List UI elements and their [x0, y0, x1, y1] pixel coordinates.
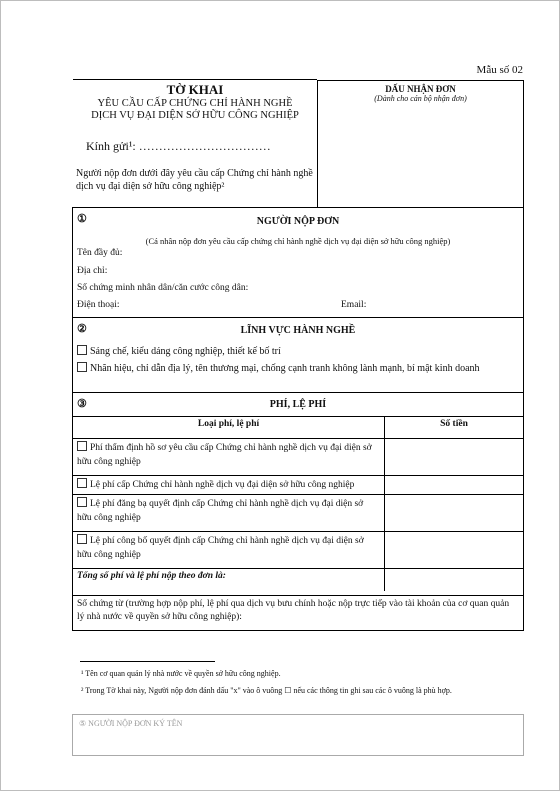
section2-title: LĨNH VỰC HÀNH NGHỀ	[240, 325, 356, 336]
form-subtitle-line1: YÊU CẦU CẤP CHỨNG CHỈ HÀNH NGHỀ	[97, 98, 293, 109]
checkbox[interactable]	[77, 362, 87, 372]
footnote-separator	[80, 661, 215, 662]
option-label: Nhãn hiệu, chỉ dẫn địa lý, tên thương mại, chống cạnh tranh không lành mạnh, bí mật kinh doanh	[90, 363, 480, 374]
practice-field-option[interactable]	[77, 345, 513, 359]
section1-note: (Cá nhân nộp đơn yêu cầu cấp chứng chỉ hành nghề dịch vụ đại diện sở hữu công nghiệp)	[145, 236, 451, 246]
address-field[interactable]: Địa chỉ:	[77, 266, 108, 276]
option-label: Sáng chế, kiểu dáng công nghiệp, thiết kế bố trí	[90, 346, 281, 357]
divider	[73, 392, 523, 393]
divider	[73, 317, 523, 318]
signature-label: ⑤ NGƯỜI NỘP ĐƠN KÝ TÊN	[79, 719, 183, 728]
fee-label: Lệ phí cấp Chứng chỉ hành nghề dịch vụ đại diện sở hữu công nghiệp	[90, 480, 355, 490]
form-subtitle-line2: DỊCH VỤ ĐẠI DIỆN SỞ HỮU CÔNG NGHIỆP	[91, 110, 299, 121]
receipt-stamp-box	[317, 80, 524, 208]
amount-cell[interactable]	[385, 532, 524, 569]
amount-cell[interactable]	[385, 495, 524, 532]
amount-cell[interactable]	[385, 476, 524, 495]
signature-box[interactable]	[72, 714, 524, 756]
fee-label: Lệ phí đăng bạ quyết định cấp Chứng chỉ hành nghề dịch vụ đại diện sở hữu công nghiệp	[77, 499, 364, 523]
total-row	[73, 569, 523, 591]
total-label: Tổng số phí và lệ phí nộp theo đơn là:	[73, 569, 385, 591]
stamp-title: DẤU NHẬN ĐƠN	[385, 84, 456, 94]
checkbox[interactable]	[77, 441, 87, 451]
fee-cell[interactable]	[73, 532, 385, 569]
recipient-line: Kính gửi¹: ……………………………	[86, 139, 271, 153]
section1-number: ①	[77, 213, 87, 225]
total-amount-cell[interactable]	[385, 569, 524, 591]
form-title: TỜ KHAI	[166, 82, 224, 97]
practice-field-option[interactable]	[77, 362, 513, 376]
amount-cell[interactable]	[385, 439, 524, 476]
full-name-field[interactable]: Tên đầy đủ:	[77, 248, 123, 258]
section2-number: ②	[77, 323, 87, 335]
table-row	[73, 495, 523, 532]
footnote: ² Trong Tờ khai này, Người nộp đơn đánh dấu "x" vào ô vuông ☐ nếu các thông tin ghi sau các ô vuông là phù hợp.	[81, 686, 452, 695]
checkbox[interactable]	[77, 345, 87, 355]
checkbox[interactable]	[77, 478, 87, 488]
checkbox[interactable]	[77, 534, 87, 544]
fee-cell[interactable]	[73, 439, 385, 476]
table-header-row	[73, 417, 523, 439]
fee-type-header: Loại phí, lệ phí	[73, 417, 385, 439]
email-field[interactable]: Email:	[341, 300, 367, 310]
form-body	[72, 207, 524, 631]
receipt-number-field[interactable]: Số chứng từ (trường hợp nộp phí, lệ phí qua dịch vụ bưu chính hoặc nộp trực tiếp vào tài khoản của cơ quan quản lý nhà nước về quyền sở hữu công nghiệp):	[77, 599, 510, 622]
section1-title: NGƯỜI NỘP ĐƠN	[256, 216, 340, 227]
table-row	[73, 476, 523, 495]
id-number-field[interactable]: Số chứng minh nhân dân/căn cước công dân:	[77, 283, 249, 293]
checkbox[interactable]	[77, 497, 87, 507]
phone-field[interactable]: Điện thoại:	[77, 300, 120, 310]
fee-label: Lệ phí công bố quyết định cấp Chứng chỉ hành nghề dịch vụ đại diện sở hữu công nghiệp	[77, 536, 364, 560]
section3-number: ③	[77, 398, 87, 410]
table-row	[73, 532, 523, 569]
intro-text: Người nộp đơn dưới đây yêu cầu cấp Chứng chỉ hành nghề dịch vụ đại diện sở hữu công nghiệp²	[76, 168, 313, 192]
stamp-subtitle: (Dành cho cán bộ nhận đơn)	[374, 94, 467, 103]
section3-title: PHÍ, LỆ PHÍ	[269, 399, 327, 410]
fee-cell[interactable]	[73, 476, 385, 495]
amount-header: Số tiền	[385, 417, 524, 439]
divider	[73, 595, 523, 596]
fee-cell[interactable]	[73, 495, 385, 532]
footnote: ¹ Tên cơ quan quản lý nhà nước về quyền sở hữu công nghiệp.	[81, 669, 281, 678]
form-number: Mẫu số 02	[476, 64, 523, 76]
table-row	[73, 439, 523, 476]
fee-table	[73, 416, 523, 591]
fee-label: Phí thẩm định hồ sơ yêu cầu cấp Chứng chỉ hành nghề dịch vụ đại diện sở hữu công nghiệp	[77, 443, 372, 467]
